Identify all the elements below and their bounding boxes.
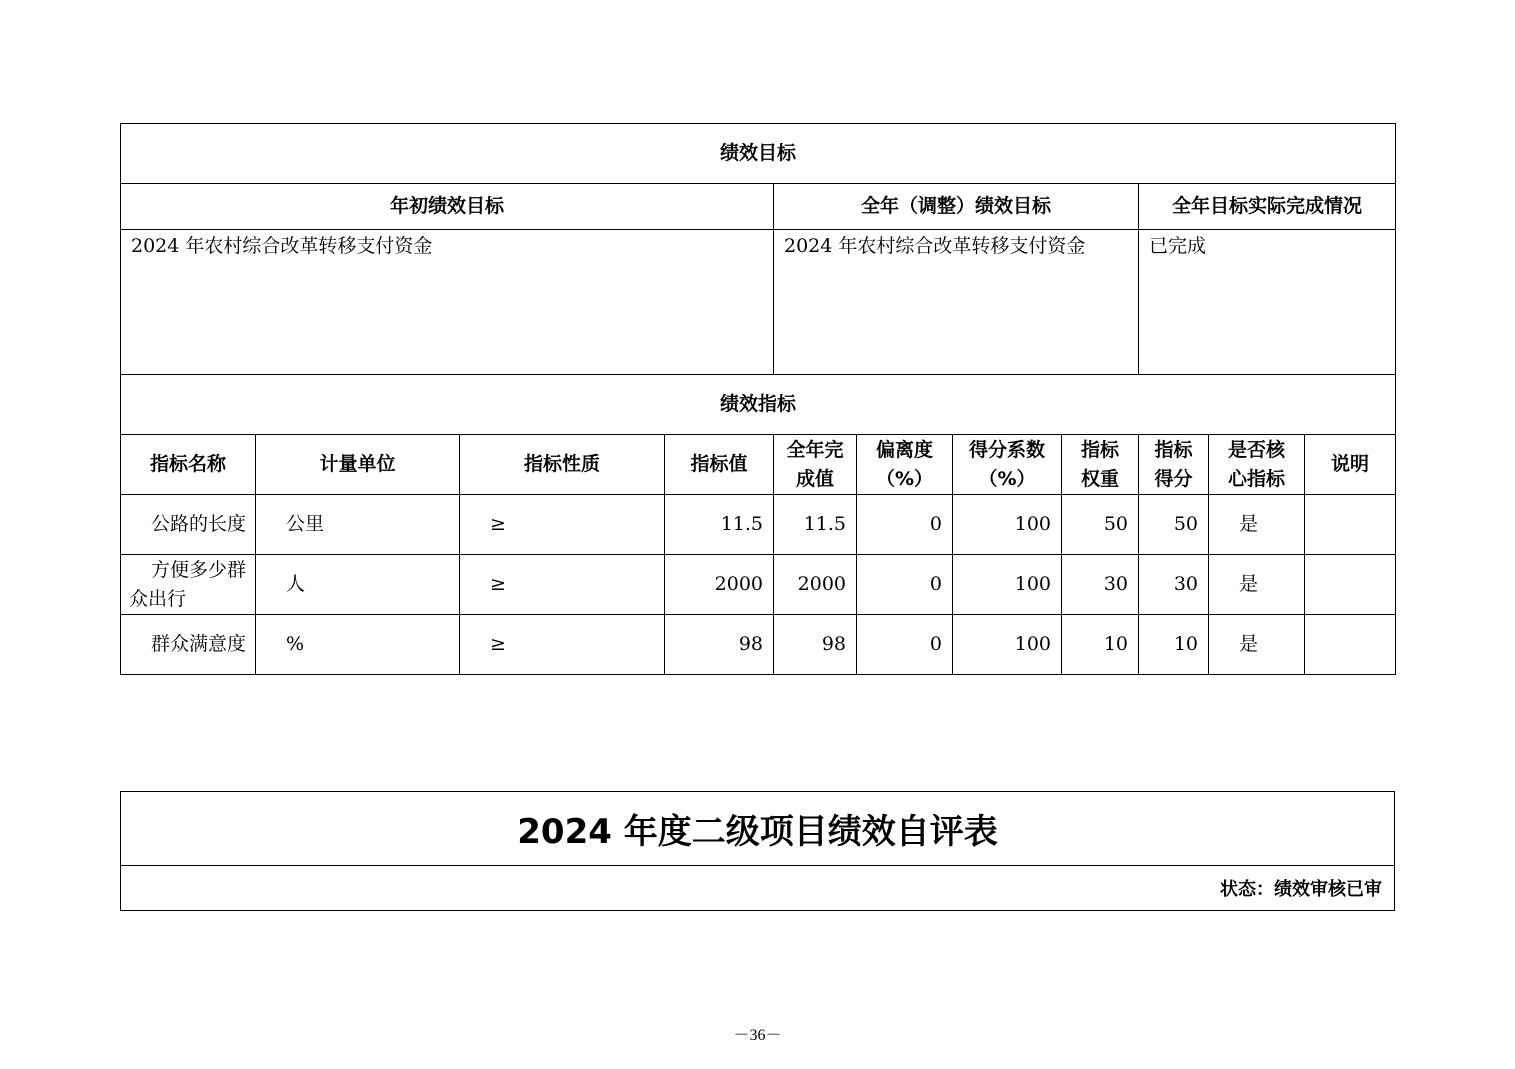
indicator-nature: ≥	[460, 555, 665, 615]
header-note: 说明	[1305, 435, 1396, 495]
indicator-core: 是	[1209, 495, 1305, 555]
indicator-score: 50	[1139, 495, 1209, 555]
section-title-goals: 绩效目标	[121, 124, 1396, 184]
indicator-actual: 98	[774, 615, 857, 675]
indicator-name: 群众满意度	[121, 615, 256, 675]
indicator-value: 98	[665, 615, 774, 675]
indicator-weight: 10	[1062, 615, 1139, 675]
header-score: 指标 得分	[1139, 435, 1209, 495]
indicator-unit: 公里	[256, 495, 460, 555]
indicator-deviation: 0	[857, 615, 953, 675]
initial-goal-text: 2024 年农村综合改革转移支付资金	[121, 230, 774, 375]
self-evaluation-form-header	[120, 791, 1395, 911]
indicator-header-row	[121, 435, 1396, 495]
indicator-weight: 30	[1062, 555, 1139, 615]
header-adjusted-goal: 全年（调整）绩效目标	[774, 184, 1139, 230]
header-unit: 计量单位	[256, 435, 460, 495]
indicator-deviation: 0	[857, 555, 953, 615]
indicator-note	[1305, 555, 1396, 615]
table-row	[121, 495, 1396, 555]
indicator-note	[1305, 495, 1396, 555]
indicator-nature: ≥	[460, 495, 665, 555]
header-score-coefficient: 得分系数 （%）	[953, 435, 1062, 495]
header-core-indicator: 是否核 心指标	[1209, 435, 1305, 495]
indicator-actual: 11.5	[774, 495, 857, 555]
indicator-core: 是	[1209, 615, 1305, 675]
indicator-score: 10	[1139, 615, 1209, 675]
status-label: 状态：绩效审核已审	[121, 866, 1395, 911]
header-weight: 指标 权重	[1062, 435, 1139, 495]
indicator-deviation: 0	[857, 495, 953, 555]
indicator-value: 11.5	[665, 495, 774, 555]
indicator-coefficient: 100	[953, 615, 1062, 675]
header-nature: 指标性质	[460, 435, 665, 495]
indicator-note	[1305, 615, 1396, 675]
indicator-name: 公路的长度	[121, 495, 256, 555]
indicator-coefficient: 100	[953, 555, 1062, 615]
header-initial-goal: 年初绩效目标	[121, 184, 774, 230]
performance-table	[120, 123, 1396, 675]
header-value: 指标值	[665, 435, 774, 495]
indicator-nature: ≥	[460, 615, 665, 675]
indicator-actual: 2000	[774, 555, 857, 615]
indicator-core: 是	[1209, 555, 1305, 615]
header-actual: 全年完 成值	[774, 435, 857, 495]
indicator-coefficient: 100	[953, 495, 1062, 555]
page-number: －36－	[733, 1027, 782, 1044]
indicator-unit: %	[256, 615, 460, 675]
header-actual-completion: 全年目标实际完成情况	[1139, 184, 1396, 230]
actual-completion-text: 已完成	[1139, 230, 1396, 375]
indicator-value: 2000	[665, 555, 774, 615]
indicator-name: 方便多少群众出行	[121, 555, 256, 615]
header-deviation: 偏离度 （%）	[857, 435, 953, 495]
indicator-unit: 人	[256, 555, 460, 615]
header-indicator-name: 指标名称	[121, 435, 256, 495]
table-row	[121, 615, 1396, 675]
indicator-score: 30	[1139, 555, 1209, 615]
section-title-indicators: 绩效指标	[121, 375, 1396, 435]
indicator-weight: 50	[1062, 495, 1139, 555]
table-row	[121, 555, 1396, 615]
form-title: 2024 年度二级项目绩效自评表	[121, 792, 1395, 866]
adjusted-goal-text: 2024 年农村综合改革转移支付资金	[774, 230, 1139, 375]
